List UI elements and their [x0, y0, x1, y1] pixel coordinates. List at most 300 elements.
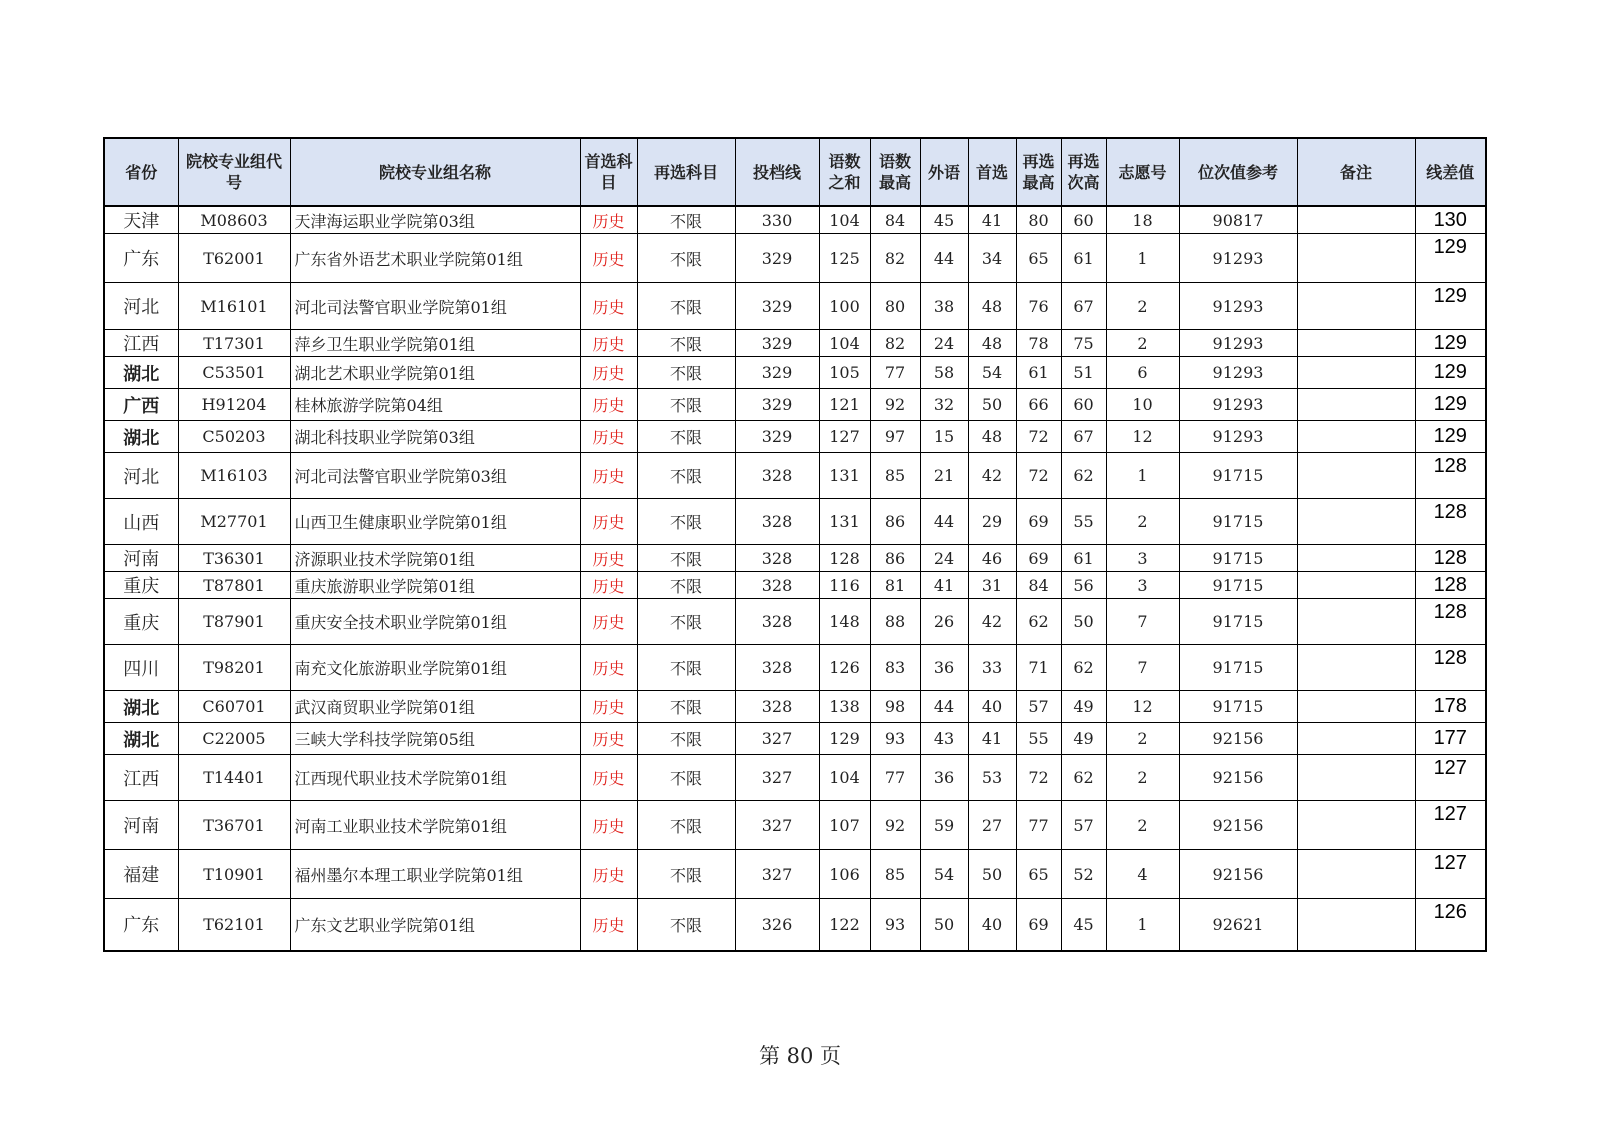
- cell-name: 江西现代职业技术学院第01组: [290, 755, 580, 801]
- cell-score: 328: [735, 572, 819, 599]
- cell-subject: 历史: [580, 645, 637, 691]
- cell-cm-sum: 129: [819, 723, 870, 755]
- table-row: [104, 801, 1486, 850]
- cell-note: [1297, 645, 1415, 691]
- cell-diff: 128: [1415, 645, 1486, 691]
- cell-score: 328: [735, 545, 819, 572]
- cell-rank: 91293: [1179, 234, 1297, 283]
- cell-subject: 历史: [580, 389, 637, 421]
- cell-rank: 92156: [1179, 801, 1297, 850]
- header-reselect-second: 再选次高: [1061, 138, 1106, 206]
- cell-foreign: 54: [920, 850, 968, 899]
- header-first-subject: 首选科目: [580, 138, 637, 206]
- cell-reselect: 不限: [637, 645, 735, 691]
- cell-cm-sum: 121: [819, 389, 870, 421]
- cell-cm-max: 97: [870, 421, 920, 453]
- cell-code: C50203: [178, 421, 290, 453]
- cell-subject: 历史: [580, 599, 637, 645]
- cell-province: 天津: [104, 206, 178, 234]
- cell-wish: 1: [1106, 899, 1179, 951]
- cell-cm-max: 80: [870, 283, 920, 330]
- cell-rank: 91715: [1179, 572, 1297, 599]
- cell-re-max: 77: [1016, 801, 1061, 850]
- cell-rank: 91293: [1179, 357, 1297, 389]
- cell-cm-max: 77: [870, 357, 920, 389]
- cell-rank: 91293: [1179, 283, 1297, 330]
- cell-rank: 92156: [1179, 723, 1297, 755]
- cell-rank: 91293: [1179, 389, 1297, 421]
- cell-wish: 4: [1106, 850, 1179, 899]
- table-row: [104, 691, 1486, 723]
- cell-reselect: 不限: [637, 283, 735, 330]
- cell-re-max: 69: [1016, 499, 1061, 545]
- cell-name: 河南工业职业技术学院第01组: [290, 801, 580, 850]
- cell-cm-sum: 131: [819, 453, 870, 499]
- cell-name: 济源职业技术学院第01组: [290, 545, 580, 572]
- cell-first: 54: [968, 357, 1016, 389]
- cell-rank: 91715: [1179, 645, 1297, 691]
- header-first: 首选: [968, 138, 1016, 206]
- cell-re-max: 62: [1016, 599, 1061, 645]
- cell-foreign: 44: [920, 234, 968, 283]
- table-row: [104, 453, 1486, 499]
- cell-code: C60701: [178, 691, 290, 723]
- cell-subject: 历史: [580, 755, 637, 801]
- cell-foreign: 24: [920, 330, 968, 357]
- cell-rank: 90817: [1179, 206, 1297, 234]
- cell-cm-max: 86: [870, 545, 920, 572]
- cell-wish: 6: [1106, 357, 1179, 389]
- cell-rank: 91715: [1179, 453, 1297, 499]
- table-row: [104, 499, 1486, 545]
- cell-cm-sum: 104: [819, 755, 870, 801]
- cell-note: [1297, 206, 1415, 234]
- cell-diff: 129: [1415, 234, 1486, 283]
- cell-reselect: 不限: [637, 723, 735, 755]
- cell-cm-sum: 127: [819, 421, 870, 453]
- cell-name: 重庆安全技术职业学院第01组: [290, 599, 580, 645]
- cell-name: 桂林旅游学院第04组: [290, 389, 580, 421]
- cell-province: 福建: [104, 850, 178, 899]
- admission-table: [103, 137, 1487, 952]
- table-row: [104, 357, 1486, 389]
- cell-re-max: 71: [1016, 645, 1061, 691]
- cell-cm-sum: 104: [819, 330, 870, 357]
- cell-first: 40: [968, 899, 1016, 951]
- cell-subject: 历史: [580, 499, 637, 545]
- cell-diff: 128: [1415, 599, 1486, 645]
- cell-re-second: 61: [1061, 234, 1106, 283]
- cell-cm-max: 88: [870, 599, 920, 645]
- cell-reselect: 不限: [637, 899, 735, 951]
- cell-name: 天津海运职业学院第03组: [290, 206, 580, 234]
- cell-code: M16101: [178, 283, 290, 330]
- cell-name: 广东文艺职业学院第01组: [290, 899, 580, 951]
- cell-score: 329: [735, 330, 819, 357]
- cell-re-second: 75: [1061, 330, 1106, 357]
- cell-foreign: 58: [920, 357, 968, 389]
- cell-first: 48: [968, 421, 1016, 453]
- cell-foreign: 36: [920, 755, 968, 801]
- cell-re-max: 72: [1016, 453, 1061, 499]
- cell-code: T10901: [178, 850, 290, 899]
- cell-cm-max: 77: [870, 755, 920, 801]
- header-wish-no: 志愿号: [1106, 138, 1179, 206]
- cell-diff: 128: [1415, 572, 1486, 599]
- cell-wish: 1: [1106, 453, 1179, 499]
- cell-foreign: 21: [920, 453, 968, 499]
- cell-rank: 92621: [1179, 899, 1297, 951]
- cell-rank: 91715: [1179, 599, 1297, 645]
- table-row: [104, 389, 1486, 421]
- cell-rank: 92156: [1179, 850, 1297, 899]
- cell-first: 31: [968, 572, 1016, 599]
- cell-re-max: 65: [1016, 234, 1061, 283]
- cell-first: 34: [968, 234, 1016, 283]
- header-cm-sum: 语数之和: [819, 138, 870, 206]
- cell-reselect: 不限: [637, 801, 735, 850]
- cell-score: 328: [735, 691, 819, 723]
- cell-re-second: 51: [1061, 357, 1106, 389]
- table-header-row: [104, 138, 1486, 206]
- cell-reselect: 不限: [637, 330, 735, 357]
- cell-re-max: 78: [1016, 330, 1061, 357]
- cell-re-second: 67: [1061, 421, 1106, 453]
- cell-foreign: 50: [920, 899, 968, 951]
- cell-first: 50: [968, 850, 1016, 899]
- cell-note: [1297, 234, 1415, 283]
- cell-reselect: 不限: [637, 234, 735, 283]
- cell-score: 329: [735, 283, 819, 330]
- header-note: 备注: [1297, 138, 1415, 206]
- cell-subject: 历史: [580, 357, 637, 389]
- cell-cm-sum: 148: [819, 599, 870, 645]
- cell-foreign: 44: [920, 499, 968, 545]
- cell-subject: 历史: [580, 206, 637, 234]
- header-score: 投档线: [735, 138, 819, 206]
- cell-wish: 2: [1106, 801, 1179, 850]
- cell-rank: 91293: [1179, 330, 1297, 357]
- table-row: [104, 850, 1486, 899]
- cell-diff: 129: [1415, 357, 1486, 389]
- cell-province: 重庆: [104, 599, 178, 645]
- cell-foreign: 32: [920, 389, 968, 421]
- cell-code: T98201: [178, 645, 290, 691]
- cell-score: 330: [735, 206, 819, 234]
- header-reselect-max: 再选最高: [1016, 138, 1061, 206]
- cell-rank: 91715: [1179, 499, 1297, 545]
- cell-re-max: 72: [1016, 421, 1061, 453]
- cell-cm-sum: 122: [819, 899, 870, 951]
- cell-diff: 178: [1415, 691, 1486, 723]
- header-province: 省份: [104, 138, 178, 206]
- cell-subject: 历史: [580, 283, 637, 330]
- cell-score: 328: [735, 599, 819, 645]
- cell-wish: 3: [1106, 572, 1179, 599]
- cell-first: 29: [968, 499, 1016, 545]
- cell-re-max: 61: [1016, 357, 1061, 389]
- cell-diff: 129: [1415, 421, 1486, 453]
- cell-re-max: 84: [1016, 572, 1061, 599]
- cell-cm-max: 92: [870, 389, 920, 421]
- cell-cm-sum: 125: [819, 234, 870, 283]
- cell-cm-sum: 106: [819, 850, 870, 899]
- cell-subject: 历史: [580, 421, 637, 453]
- cell-re-max: 72: [1016, 755, 1061, 801]
- cell-first: 53: [968, 755, 1016, 801]
- cell-score: 328: [735, 453, 819, 499]
- cell-first: 42: [968, 453, 1016, 499]
- cell-diff: 127: [1415, 801, 1486, 850]
- cell-re-max: 69: [1016, 899, 1061, 951]
- cell-cm-sum: 138: [819, 691, 870, 723]
- cell-rank: 91293: [1179, 421, 1297, 453]
- cell-first: 41: [968, 723, 1016, 755]
- cell-subject: 历史: [580, 572, 637, 599]
- cell-name: 南充文化旅游职业学院第01组: [290, 645, 580, 691]
- cell-wish: 2: [1106, 723, 1179, 755]
- cell-foreign: 44: [920, 691, 968, 723]
- cell-code: M08603: [178, 206, 290, 234]
- cell-diff: 129: [1415, 389, 1486, 421]
- cell-subject: 历史: [580, 691, 637, 723]
- table-row: [104, 330, 1486, 357]
- cell-diff: 129: [1415, 330, 1486, 357]
- cell-cm-sum: 126: [819, 645, 870, 691]
- cell-re-second: 49: [1061, 691, 1106, 723]
- cell-re-second: 60: [1061, 206, 1106, 234]
- cell-code: C53501: [178, 357, 290, 389]
- cell-foreign: 41: [920, 572, 968, 599]
- header-reselect: 再选科目: [637, 138, 735, 206]
- cell-score: 326: [735, 899, 819, 951]
- cell-subject: 历史: [580, 899, 637, 951]
- table-row: [104, 599, 1486, 645]
- cell-cm-max: 83: [870, 645, 920, 691]
- cell-wish: 2: [1106, 283, 1179, 330]
- cell-province: 广东: [104, 899, 178, 951]
- cell-score: 329: [735, 234, 819, 283]
- cell-reselect: 不限: [637, 850, 735, 899]
- cell-name: 广东省外语艺术职业学院第01组: [290, 234, 580, 283]
- cell-foreign: 38: [920, 283, 968, 330]
- cell-re-second: 52: [1061, 850, 1106, 899]
- cell-province: 江西: [104, 330, 178, 357]
- cell-wish: 7: [1106, 645, 1179, 691]
- cell-note: [1297, 801, 1415, 850]
- cell-cm-sum: 131: [819, 499, 870, 545]
- header-rank-ref: 位次值参考: [1179, 138, 1297, 206]
- cell-rank: 91715: [1179, 691, 1297, 723]
- cell-cm-max: 93: [870, 899, 920, 951]
- table-row: [104, 206, 1486, 234]
- header-cm-max: 语数最高: [870, 138, 920, 206]
- cell-re-max: 66: [1016, 389, 1061, 421]
- cell-note: [1297, 453, 1415, 499]
- cell-province: 湖北: [104, 357, 178, 389]
- cell-code: T36701: [178, 801, 290, 850]
- cell-wish: 7: [1106, 599, 1179, 645]
- cell-score: 329: [735, 357, 819, 389]
- cell-cm-sum: 107: [819, 801, 870, 850]
- cell-first: 48: [968, 283, 1016, 330]
- cell-subject: 历史: [580, 453, 637, 499]
- table-row: [104, 723, 1486, 755]
- table-row: [104, 283, 1486, 330]
- cell-name: 河北司法警官职业学院第03组: [290, 453, 580, 499]
- cell-diff: 128: [1415, 499, 1486, 545]
- cell-cm-max: 86: [870, 499, 920, 545]
- cell-subject: 历史: [580, 234, 637, 283]
- cell-re-second: 55: [1061, 499, 1106, 545]
- cell-cm-max: 81: [870, 572, 920, 599]
- cell-province: 江西: [104, 755, 178, 801]
- cell-province: 山西: [104, 499, 178, 545]
- cell-re-second: 62: [1061, 645, 1106, 691]
- cell-name: 三峡大学科技学院第05组: [290, 723, 580, 755]
- cell-name: 福州墨尔本理工职业学院第01组: [290, 850, 580, 899]
- cell-code: T62001: [178, 234, 290, 283]
- cell-re-max: 57: [1016, 691, 1061, 723]
- cell-reselect: 不限: [637, 545, 735, 572]
- cell-cm-sum: 105: [819, 357, 870, 389]
- cell-name: 河北司法警官职业学院第01组: [290, 283, 580, 330]
- cell-note: [1297, 421, 1415, 453]
- cell-diff: 127: [1415, 850, 1486, 899]
- cell-name: 山西卫生健康职业学院第01组: [290, 499, 580, 545]
- cell-province: 广东: [104, 234, 178, 283]
- cell-note: [1297, 723, 1415, 755]
- cell-reselect: 不限: [637, 206, 735, 234]
- header-name: 院校专业组名称: [290, 138, 580, 206]
- cell-code: T87801: [178, 572, 290, 599]
- cell-first: 33: [968, 645, 1016, 691]
- cell-score: 327: [735, 801, 819, 850]
- cell-re-max: 76: [1016, 283, 1061, 330]
- cell-re-max: 80: [1016, 206, 1061, 234]
- cell-cm-max: 82: [870, 330, 920, 357]
- cell-subject: 历史: [580, 330, 637, 357]
- cell-diff: 128: [1415, 453, 1486, 499]
- cell-note: [1297, 357, 1415, 389]
- cell-province: 四川: [104, 645, 178, 691]
- table-row: [104, 545, 1486, 572]
- admission-table-container: [103, 137, 1485, 952]
- cell-re-second: 62: [1061, 755, 1106, 801]
- cell-foreign: 36: [920, 645, 968, 691]
- cell-province: 河南: [104, 545, 178, 572]
- cell-reselect: 不限: [637, 572, 735, 599]
- cell-first: 27: [968, 801, 1016, 850]
- cell-re-max: 55: [1016, 723, 1061, 755]
- cell-score: 327: [735, 850, 819, 899]
- cell-reselect: 不限: [637, 691, 735, 723]
- cell-wish: 2: [1106, 755, 1179, 801]
- cell-cm-sum: 104: [819, 206, 870, 234]
- cell-diff: 177: [1415, 723, 1486, 755]
- cell-province: 重庆: [104, 572, 178, 599]
- cell-note: [1297, 389, 1415, 421]
- cell-re-second: 50: [1061, 599, 1106, 645]
- header-foreign: 外语: [920, 138, 968, 206]
- table-row: [104, 421, 1486, 453]
- cell-reselect: 不限: [637, 389, 735, 421]
- cell-wish: 3: [1106, 545, 1179, 572]
- header-diff: 线差值: [1415, 138, 1486, 206]
- cell-note: [1297, 850, 1415, 899]
- cell-score: 328: [735, 499, 819, 545]
- cell-score: 329: [735, 389, 819, 421]
- cell-province: 湖北: [104, 691, 178, 723]
- cell-cm-sum: 100: [819, 283, 870, 330]
- cell-reselect: 不限: [637, 599, 735, 645]
- cell-first: 50: [968, 389, 1016, 421]
- cell-code: T17301: [178, 330, 290, 357]
- cell-reselect: 不限: [637, 357, 735, 389]
- cell-province: 广西: [104, 389, 178, 421]
- cell-foreign: 15: [920, 421, 968, 453]
- cell-score: 327: [735, 723, 819, 755]
- cell-province: 湖北: [104, 723, 178, 755]
- cell-cm-max: 93: [870, 723, 920, 755]
- cell-diff: 128: [1415, 545, 1486, 572]
- table-row: [104, 645, 1486, 691]
- cell-wish: 12: [1106, 691, 1179, 723]
- cell-subject: 历史: [580, 801, 637, 850]
- cell-diff: 126: [1415, 899, 1486, 951]
- cell-first: 42: [968, 599, 1016, 645]
- cell-diff: 130: [1415, 206, 1486, 234]
- cell-reselect: 不限: [637, 421, 735, 453]
- cell-code: C22005: [178, 723, 290, 755]
- cell-diff: 129: [1415, 283, 1486, 330]
- cell-code: M27701: [178, 499, 290, 545]
- cell-note: [1297, 691, 1415, 723]
- cell-note: [1297, 283, 1415, 330]
- cell-reselect: 不限: [637, 499, 735, 545]
- cell-province: 河南: [104, 801, 178, 850]
- cell-score: 328: [735, 645, 819, 691]
- page-number: 第 80 页: [758, 1044, 842, 1068]
- cell-province: 河北: [104, 453, 178, 499]
- cell-re-second: 67: [1061, 283, 1106, 330]
- cell-code: T14401: [178, 755, 290, 801]
- cell-re-second: 49: [1061, 723, 1106, 755]
- cell-foreign: 26: [920, 599, 968, 645]
- cell-reselect: 不限: [637, 453, 735, 499]
- cell-wish: 1: [1106, 234, 1179, 283]
- cell-score: 327: [735, 755, 819, 801]
- cell-subject: 历史: [580, 545, 637, 572]
- cell-subject: 历史: [580, 850, 637, 899]
- cell-code: T87901: [178, 599, 290, 645]
- cell-cm-max: 82: [870, 234, 920, 283]
- cell-note: [1297, 545, 1415, 572]
- cell-reselect: 不限: [637, 755, 735, 801]
- cell-foreign: 59: [920, 801, 968, 850]
- cell-note: [1297, 599, 1415, 645]
- cell-code: T62101: [178, 899, 290, 951]
- cell-note: [1297, 499, 1415, 545]
- cell-note: [1297, 330, 1415, 357]
- cell-cm-max: 84: [870, 206, 920, 234]
- cell-code: M16103: [178, 453, 290, 499]
- cell-score: 329: [735, 421, 819, 453]
- cell-wish: 12: [1106, 421, 1179, 453]
- cell-re-max: 69: [1016, 545, 1061, 572]
- cell-re-second: 57: [1061, 801, 1106, 850]
- cell-name: 湖北艺术职业学院第01组: [290, 357, 580, 389]
